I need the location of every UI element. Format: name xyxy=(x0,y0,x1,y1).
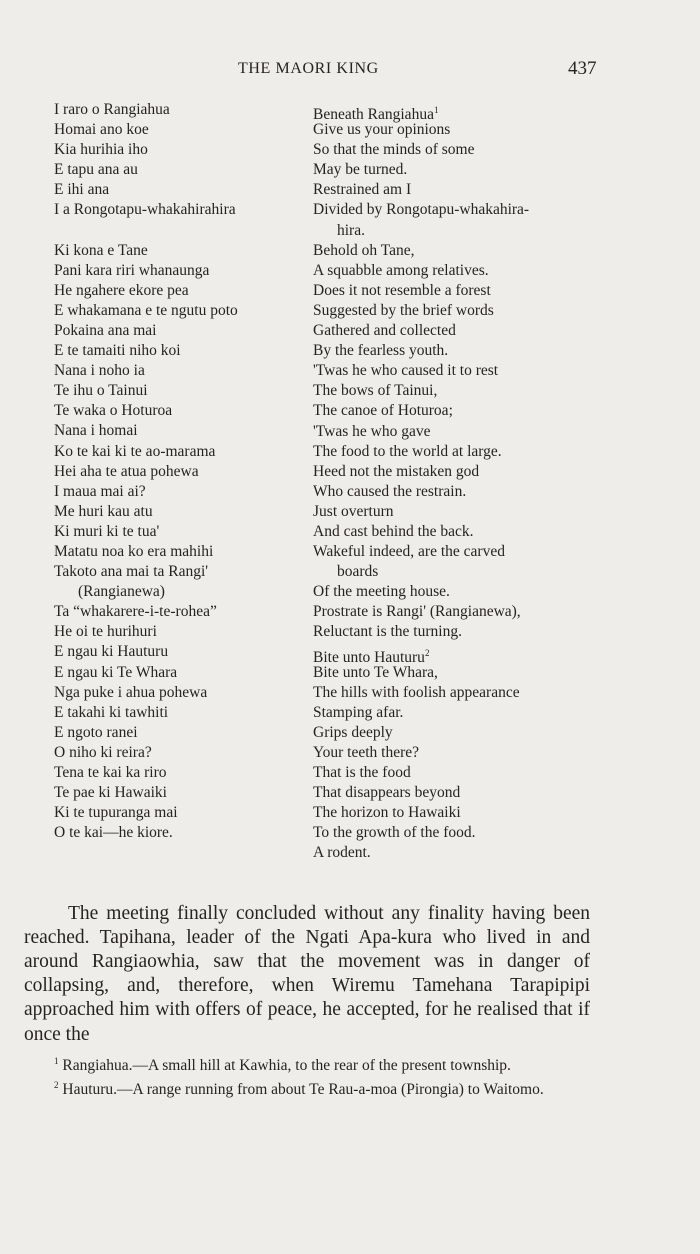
poem-line: E te tamaiti niho koi xyxy=(54,342,181,360)
poem-line: Nana i noho ia xyxy=(54,362,145,380)
poem-line: I raro o Rangiahua xyxy=(54,101,170,118)
poem-maori-column xyxy=(54,100,304,843)
poem-line: Me huri kau atu xyxy=(54,502,153,520)
poem-line: Who caused the restrain. xyxy=(313,482,467,500)
poem-line: Your teeth there? xyxy=(313,744,420,761)
footnote-text: Hauturu.—A range running from about Te Rau-a-moa (Pirongia) to Waitomo. xyxy=(62,1081,544,1098)
poem-line: Behold oh Tane, xyxy=(313,241,415,259)
poem-line: E ngau ki Hauturu xyxy=(54,643,169,661)
poem-line: Hei aha te atua pohewa xyxy=(54,462,199,480)
poem-line: The horizon to Hawaiki xyxy=(313,804,461,822)
poem-line: Grips deeply xyxy=(313,723,393,741)
poem-line: And cast behind the back. xyxy=(313,522,474,540)
poem-line: The food to the world at large. xyxy=(313,442,502,460)
poem-line: I a Rongotapu-whakahirahira xyxy=(54,201,236,219)
poem-line: E ngoto ranei xyxy=(54,723,138,741)
poem-line: Give us your opinions xyxy=(313,121,451,139)
poem-line: Just overturn xyxy=(313,502,394,520)
poem-line: So that the minds of some xyxy=(313,141,475,159)
poem-line: E ihi ana xyxy=(54,181,110,199)
poem-line: Bite unto Te Whara, xyxy=(313,663,438,681)
poem-line: Stamping afar. xyxy=(313,703,404,721)
poem-line: Divided by Rongotapu-whakahira- xyxy=(313,201,530,219)
footnote xyxy=(24,1052,590,1075)
poem-line: Pokaina ana mai xyxy=(54,321,157,339)
poem-line: E takahi ki tawhiti xyxy=(54,703,169,721)
poem-line: That is the food xyxy=(313,764,411,782)
poem-line: (Rangianewa) xyxy=(78,583,165,601)
poem-line: Pani kara riri whanaunga xyxy=(54,261,210,279)
footnote-ref: 2 xyxy=(424,647,430,658)
poem-line: Te waka o Hoturoa xyxy=(54,402,173,420)
poem-line: Of the meeting house. xyxy=(313,583,450,601)
poem-line: Tena te kai ka riro xyxy=(54,764,167,781)
poem-line: hira. xyxy=(337,221,365,239)
footnote-text: Rangiahua.—A small hill at Kawhia, to the rear of the present township. xyxy=(62,1057,511,1074)
footnotes xyxy=(24,1052,590,1100)
footnote xyxy=(24,1076,590,1099)
poem-line: Suggested by the brief words xyxy=(313,301,494,319)
poem-line: The canoe of Hoturoa; xyxy=(313,402,453,420)
poem-line: Nga puke i ahua pohewa xyxy=(54,683,208,701)
poem-line: Heed not the mistaken god xyxy=(313,462,480,480)
poem-line: The bows of Tainui, xyxy=(313,382,438,400)
poem-line: A rodent. xyxy=(313,844,371,862)
running-head: THE MAORI KING xyxy=(238,60,379,77)
poem-line: Wakeful indeed, are the carved xyxy=(313,543,505,561)
poem-line: Takoto ana mai ta Rangi' xyxy=(54,563,209,581)
poem-line: boards xyxy=(337,563,379,581)
poem-line: Ko te kai ki te ao-marama xyxy=(54,442,216,460)
poem-english-column xyxy=(313,100,598,864)
poem-line-text: Bite unto Hauturu xyxy=(313,648,425,666)
poem-line: Prostrate is Rangi' (Rangianewa), xyxy=(313,603,521,621)
poem-line: He oi te hurihuri xyxy=(54,623,157,641)
poem-line: Ki te tupuranga mai xyxy=(54,804,178,822)
poem-line: Te pae ki Hawaiki xyxy=(54,784,167,802)
footnote-ref: 1 xyxy=(433,105,439,115)
poem-line: Nana i homai xyxy=(54,422,138,440)
poem-line: By the fearless youth. xyxy=(313,342,449,360)
footnote-marker: 1 xyxy=(54,1056,59,1066)
poem-line xyxy=(313,100,598,123)
poem-line: Gathered and collected xyxy=(313,322,456,340)
poem-line: O te kai—he kiore. xyxy=(54,824,173,842)
poem-line: A squabble among relatives. xyxy=(313,261,489,279)
poem-line: Does it not resemble a forest xyxy=(313,281,491,299)
poem-line: 'Twas he who gave xyxy=(313,422,431,440)
poem-line: 'Twas he who caused it to rest xyxy=(313,362,499,380)
poem-line: E tapu ana au xyxy=(54,161,138,179)
poem-line: Reluctant is the turning. xyxy=(313,623,462,641)
poem-line: Restrained am I xyxy=(313,181,412,199)
poem-line: I maua mai ai? xyxy=(54,482,146,500)
body-paragraph: The meeting finally concluded without any finality having been reached. Tapihana, leader of the Ngati Apa-kura who lived in and around Rangiaowhia, saw that the movement was in danger of collapsing, and, therefore, when Wiremu Tamehana Tarapipipi approached him with offers of peace, he accepted, for he realised that if once the xyxy=(24,902,590,1045)
poem-line: Te ihu o Tainui xyxy=(54,382,148,400)
poem-line: The hills with foolish appearance xyxy=(313,683,520,701)
poem-line: Ta “whakarere-i-te-rohea” xyxy=(54,603,217,621)
poem-line: Ki kona e Tane xyxy=(54,241,148,259)
footnote-marker: 2 xyxy=(54,1080,59,1090)
poem-line: Homai ano koe xyxy=(54,121,149,139)
poem-line: E ngau ki Te Whara xyxy=(54,663,178,681)
poem-line: That disappears beyond xyxy=(313,784,461,802)
poem-line: May be turned. xyxy=(313,161,408,179)
poem-line: Kia hurihia iho xyxy=(54,141,148,159)
poem-line: To the growth of the food. xyxy=(313,824,476,842)
poem-line-text: Beneath Rangiahua xyxy=(313,106,434,123)
poem-line: O niho ki reira? xyxy=(54,743,152,761)
poem-line: Matatu noa ko era mahihi xyxy=(54,542,214,560)
poem-line: E whakamana e te ngutu poto xyxy=(54,301,238,319)
poem-line xyxy=(313,643,598,666)
page-number: 437 xyxy=(568,58,597,79)
poem-line: Ki muri ki te tua' xyxy=(54,522,160,540)
poem-line: He ngahere ekore pea xyxy=(54,281,189,299)
